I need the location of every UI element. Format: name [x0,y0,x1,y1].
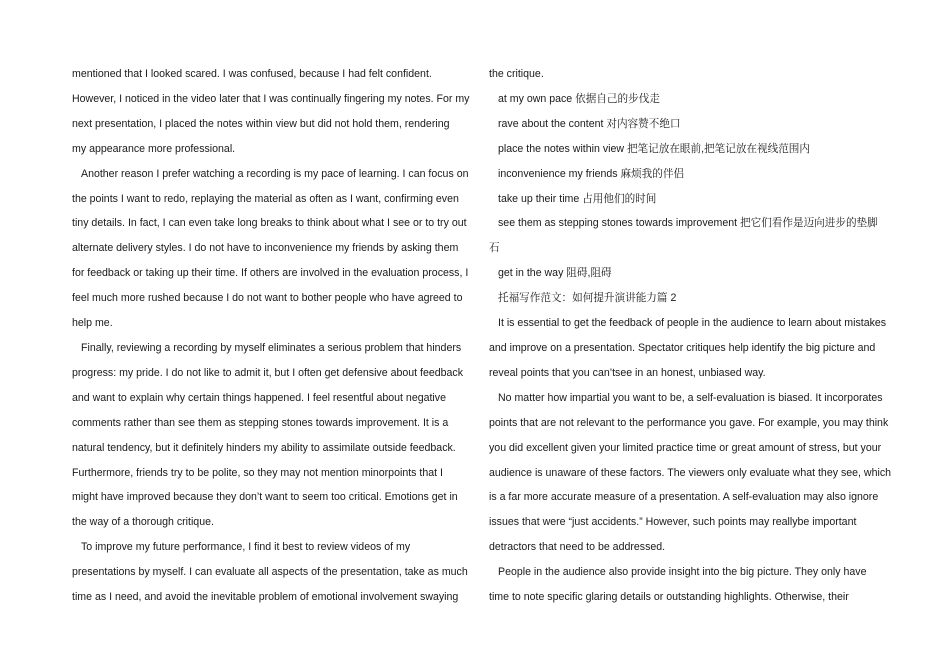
text-line: might have improved because they don’t want to seem too critical. Emotions get in [72,491,458,504]
text-line: the points I want to redo, replaying the material as often as I want, confirming even [72,192,459,205]
text-line: time as I need, and avoid the inevitable problem of emotional involvement swaying [72,591,459,604]
text-line: is a far more accurate measure of a presentation. A self-evaluation may also ignore [489,491,879,504]
text-line: you did excellent given your limited practice time or great amount of stress, but your [489,441,882,454]
text-line: for feedback or taking up their time. If others are involved in the evaluation process, I [72,267,469,280]
text-line: Furthermore, friends try to be polite, so they may not mention minorpoints that I [72,466,443,479]
text-line: issues that were “just accidents.” However, such points may reallybe important [489,516,857,529]
text-line: place the notes within view 把笔记放在眼前,把笔记放在视线范围内 [498,142,810,155]
text-line: time to note specific glaring details or outstanding highlights. Otherwise, their [489,591,849,604]
text-line: rave about the content 对内容赞不绝口 [498,117,681,130]
text-line: presentations by myself. I can evaluate all aspects of the presentation, take as much [72,566,468,579]
text-line: alternate delivery styles. I do not have to inconvenience my friends by asking them [72,242,459,255]
text-line: and improve on a presentation. Spectator critiques help identify the big picture and [489,341,876,354]
text-line: the critique. [489,68,544,80]
text-line: my appearance more professional. [72,142,236,155]
text-line: progress: my pride. I do not like to admit it, but I often get defensive about feedback [72,366,464,379]
text-line: feel much more rushed because I do not want to bother people who have agreed to [72,292,463,305]
text-line: detractors that need to be addressed. [489,541,666,554]
text-line: get in the way 阻碍,阻碍 [498,267,612,280]
text-line: However, I noticed in the video later that I was continually fingering my notes. For my [72,92,470,105]
text-line: reveal points that you can’tsee in an honest, unbiased way. [489,366,766,379]
text-line: 石 [489,242,500,255]
text-line: mentioned that I looked scared. I was confused, because I had felt confident. [72,68,432,80]
text-line: help me. [72,317,113,330]
text-line: the way of a thorough critique. [72,516,214,529]
text-line: comments rather than see them as stepping stones towards improvement. It is a [72,416,449,429]
text-line: Another reason I prefer watching a recording is my pace of learning. I can focus on [81,167,469,180]
text-line: and want to explain why certain things happened. I feel resentful about negative [72,391,446,404]
text-line: No matter how impartial you want to be, a self-evaluation is biased. It incorporates [498,391,883,404]
text-line: natural tendency, but it definitely hinders my ability to assimilate outside feedback. [72,441,456,454]
text-line: To improve my future performance, I find it best to review videos of my [81,541,411,554]
text-line: People in the audience also provide insight into the big picture. They only have [498,566,867,579]
text-line: at my own pace 依据自己的步伐走 [498,92,660,105]
text-line: next presentation, I placed the notes within view but did not hold them, rendering [72,117,450,130]
text-line: It is essential to get the feedback of people in the audience to learn about mistakes [498,317,887,330]
text-line: 托福写作范文：如何提升演讲能力篇 2 [498,292,677,305]
text-line: audience is unaware of these factors. The viewers only evaluate what they see, which [489,466,892,479]
text-line: inconvenience my friends 麻烦我的伴侣 [498,167,685,180]
text-line: see them as stepping stones towards improvement 把它们看作是迈向进步的垫脚 [498,217,878,230]
left-text-column [72,62,470,610]
text-line: points that are not relevant to the performance you gave. For example, you may think [489,416,889,429]
text-line: take up their time 占用他们的时间 [498,192,657,205]
text-line: Finally, reviewing a recording by myself eliminates a serious problem that hinders [81,341,462,354]
text-line: tiny details. In fact, I can even take long breaks to think about what I see or to try out [72,217,467,230]
right-text-column [489,62,892,610]
